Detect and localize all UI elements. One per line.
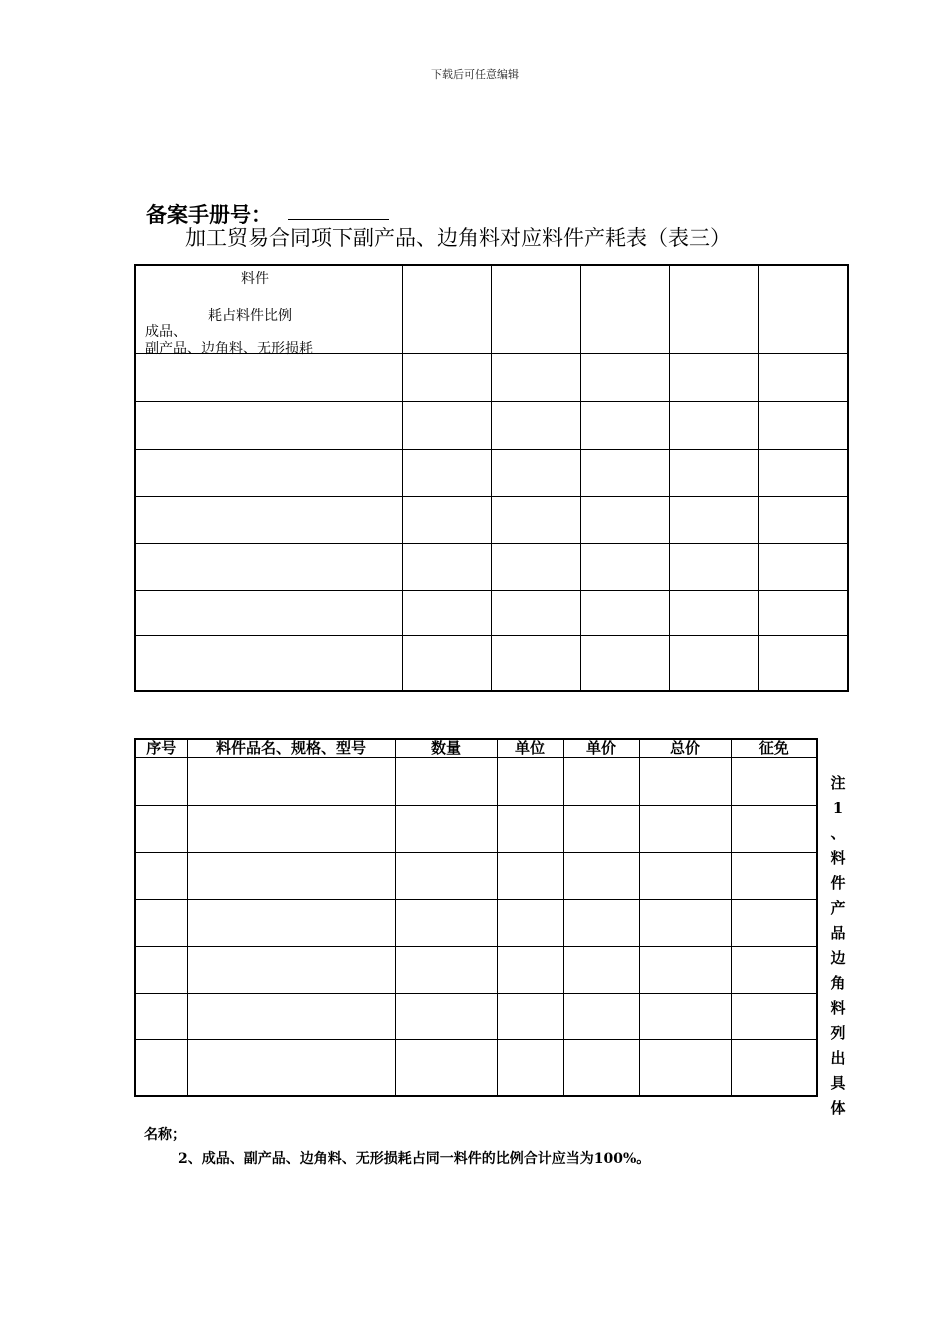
table-cell[interactable] [135, 900, 187, 947]
table-cell[interactable] [187, 853, 395, 900]
table-cell[interactable] [731, 1040, 817, 1096]
consumption-table [134, 264, 849, 692]
table-cell[interactable] [581, 635, 670, 691]
table-cell[interactable] [135, 994, 187, 1040]
table-cell[interactable] [670, 496, 759, 543]
vertical-note-char: 料 [830, 849, 846, 867]
table-cell[interactable] [563, 994, 639, 1040]
table-cell[interactable] [402, 265, 491, 353]
diag-label-byproducts: 副产品、边角料、无形损耗 [145, 341, 313, 357]
col-header-unit-price: 单价 [563, 739, 639, 758]
table-cell[interactable] [135, 635, 402, 691]
vertical-note-char: 具 [830, 1074, 846, 1092]
page-title: 加工贸易合同项下副产品、边角料对应料件产耗表（表三） [185, 226, 731, 250]
registration-number-blank[interactable] [288, 219, 389, 220]
table-cell[interactable] [135, 590, 402, 635]
table-cell[interactable] [670, 449, 759, 496]
table-cell[interactable] [492, 401, 581, 449]
registration-label: 备案手册号： [146, 203, 272, 227]
col-header-index: 序号 [135, 739, 187, 758]
vertical-note-char: 1 [832, 799, 844, 817]
table-cell[interactable] [731, 853, 817, 900]
table-row [135, 496, 848, 543]
table-cell[interactable] [581, 543, 670, 590]
col-header-total-price: 总价 [639, 739, 731, 758]
table-row [135, 758, 817, 806]
vertical-note-char: 、 [830, 824, 846, 842]
table-cell[interactable] [581, 353, 670, 401]
materials-table [134, 738, 818, 1097]
col-header-unit: 单位 [497, 739, 563, 758]
vertical-note [826, 771, 850, 1121]
table-cell[interactable] [402, 449, 491, 496]
vertical-note-char: 出 [830, 1049, 846, 1067]
table-cell[interactable] [731, 994, 817, 1040]
note-line-2: 2、成品、副产品、边角料、无形损耗占同一料件的比例合计应当为100%。 [178, 1151, 651, 1167]
table-cell[interactable] [135, 353, 402, 401]
table-cell[interactable] [395, 1040, 497, 1096]
table-cell[interactable] [497, 900, 563, 947]
table-cell[interactable] [135, 1040, 187, 1096]
table-cell[interactable] [563, 758, 639, 806]
table-cell[interactable] [187, 758, 395, 806]
table-cell[interactable] [563, 806, 639, 853]
table-row [135, 543, 848, 590]
table-cell[interactable] [402, 635, 491, 691]
table-cell[interactable] [395, 994, 497, 1040]
note-line-1: 名称； [144, 1127, 186, 1143]
table-cell[interactable] [402, 590, 491, 635]
table-cell[interactable] [395, 853, 497, 900]
table-cell[interactable] [581, 590, 670, 635]
table-cell[interactable] [492, 265, 581, 353]
table-cell[interactable] [492, 590, 581, 635]
table-cell[interactable] [135, 806, 187, 853]
table-cell[interactable] [731, 758, 817, 806]
diagonal-header-cell [135, 265, 402, 357]
table-cell[interactable] [639, 758, 731, 806]
table-cell[interactable] [670, 635, 759, 691]
table-cell[interactable] [759, 590, 848, 635]
table-cell[interactable] [670, 543, 759, 590]
table-cell[interactable] [492, 353, 581, 401]
table-cell[interactable] [759, 401, 848, 449]
table-cell[interactable] [497, 1040, 563, 1096]
vertical-note-char: 角 [830, 974, 846, 992]
vertical-note-char: 料 [830, 999, 846, 1017]
table-cell[interactable] [639, 994, 731, 1040]
page-header: 下载后可任意编辑 [431, 68, 519, 81]
table-cell[interactable] [395, 806, 497, 853]
table-cell[interactable] [581, 496, 670, 543]
table-cell[interactable] [759, 635, 848, 691]
vertical-note-char: 注 [830, 774, 846, 792]
table-cell[interactable] [563, 1040, 639, 1096]
table-cell[interactable] [759, 496, 848, 543]
table-cell[interactable] [492, 496, 581, 543]
table-cell[interactable] [497, 947, 563, 994]
col-header-quantity: 数量 [395, 739, 497, 758]
consumption-header-row [135, 265, 848, 353]
vertical-note-char: 列 [830, 1024, 846, 1042]
table-cell[interactable] [497, 758, 563, 806]
table-cell[interactable] [639, 806, 731, 853]
table-cell[interactable] [759, 449, 848, 496]
table-row [135, 853, 817, 900]
table-cell[interactable] [135, 449, 402, 496]
table-cell[interactable] [731, 900, 817, 947]
table-cell[interactable] [187, 900, 395, 947]
diag-label-finished: 成品、 [145, 324, 187, 340]
col-header-name-spec-model: 料件品名、规格、型号 [187, 739, 395, 758]
table-cell[interactable] [670, 401, 759, 449]
table-row [135, 353, 848, 401]
table-cell[interactable] [402, 543, 491, 590]
table-row [135, 1040, 817, 1096]
table-cell[interactable] [497, 806, 563, 853]
table-cell[interactable] [402, 401, 491, 449]
vertical-note-char: 件 [830, 874, 846, 892]
table-cell[interactable] [563, 947, 639, 994]
table-cell[interactable] [670, 590, 759, 635]
table-cell[interactable] [187, 947, 395, 994]
table-cell[interactable] [492, 635, 581, 691]
vertical-note-char: 品 [830, 924, 846, 942]
table-cell[interactable] [731, 947, 817, 994]
table-cell[interactable] [581, 449, 670, 496]
table-cell[interactable] [759, 265, 848, 353]
table-cell[interactable] [497, 853, 563, 900]
table-row [135, 900, 817, 947]
table-cell[interactable] [395, 758, 497, 806]
table-cell[interactable] [402, 496, 491, 543]
table-cell[interactable] [581, 401, 670, 449]
table-cell[interactable] [395, 900, 497, 947]
table-cell[interactable] [492, 543, 581, 590]
table-cell[interactable] [759, 543, 848, 590]
table-cell[interactable] [135, 496, 402, 543]
table-row [135, 806, 817, 853]
table-cell[interactable] [187, 806, 395, 853]
table-cell[interactable] [639, 900, 731, 947]
col-header-exemption: 征免 [731, 739, 817, 758]
table-cell[interactable] [402, 353, 491, 401]
materials-header-row [135, 739, 817, 758]
table-cell[interactable] [187, 1040, 395, 1096]
table-cell[interactable] [670, 265, 759, 353]
table-cell[interactable] [135, 947, 187, 994]
table-cell[interactable] [639, 853, 731, 900]
table-cell[interactable] [581, 265, 670, 353]
table-cell[interactable] [395, 947, 497, 994]
table-row [135, 635, 848, 691]
table-cell[interactable] [135, 543, 402, 590]
table-row [135, 401, 848, 449]
table-cell[interactable] [187, 994, 395, 1040]
table-cell[interactable] [563, 853, 639, 900]
table-cell[interactable] [135, 758, 187, 806]
table-row [135, 449, 848, 496]
table-row [135, 590, 848, 635]
table-cell[interactable] [670, 353, 759, 401]
table-cell[interactable] [731, 806, 817, 853]
table-cell[interactable] [135, 401, 402, 449]
diag-label-materials: 料件 [241, 271, 269, 287]
table-row [135, 947, 817, 994]
vertical-note-char: 体 [830, 1099, 846, 1117]
table-cell[interactable] [759, 353, 848, 401]
table-row [135, 994, 817, 1040]
vertical-note-char: 产 [830, 899, 846, 917]
table-cell[interactable] [135, 853, 187, 900]
diag-label-ratio: 耗占料件比例 [208, 308, 292, 324]
table-cell[interactable] [492, 449, 581, 496]
table-cell[interactable] [639, 947, 731, 994]
table-cell[interactable] [497, 994, 563, 1040]
table-cell[interactable] [639, 1040, 731, 1096]
table-cell[interactable] [563, 900, 639, 947]
vertical-note-char: 边 [830, 949, 846, 967]
